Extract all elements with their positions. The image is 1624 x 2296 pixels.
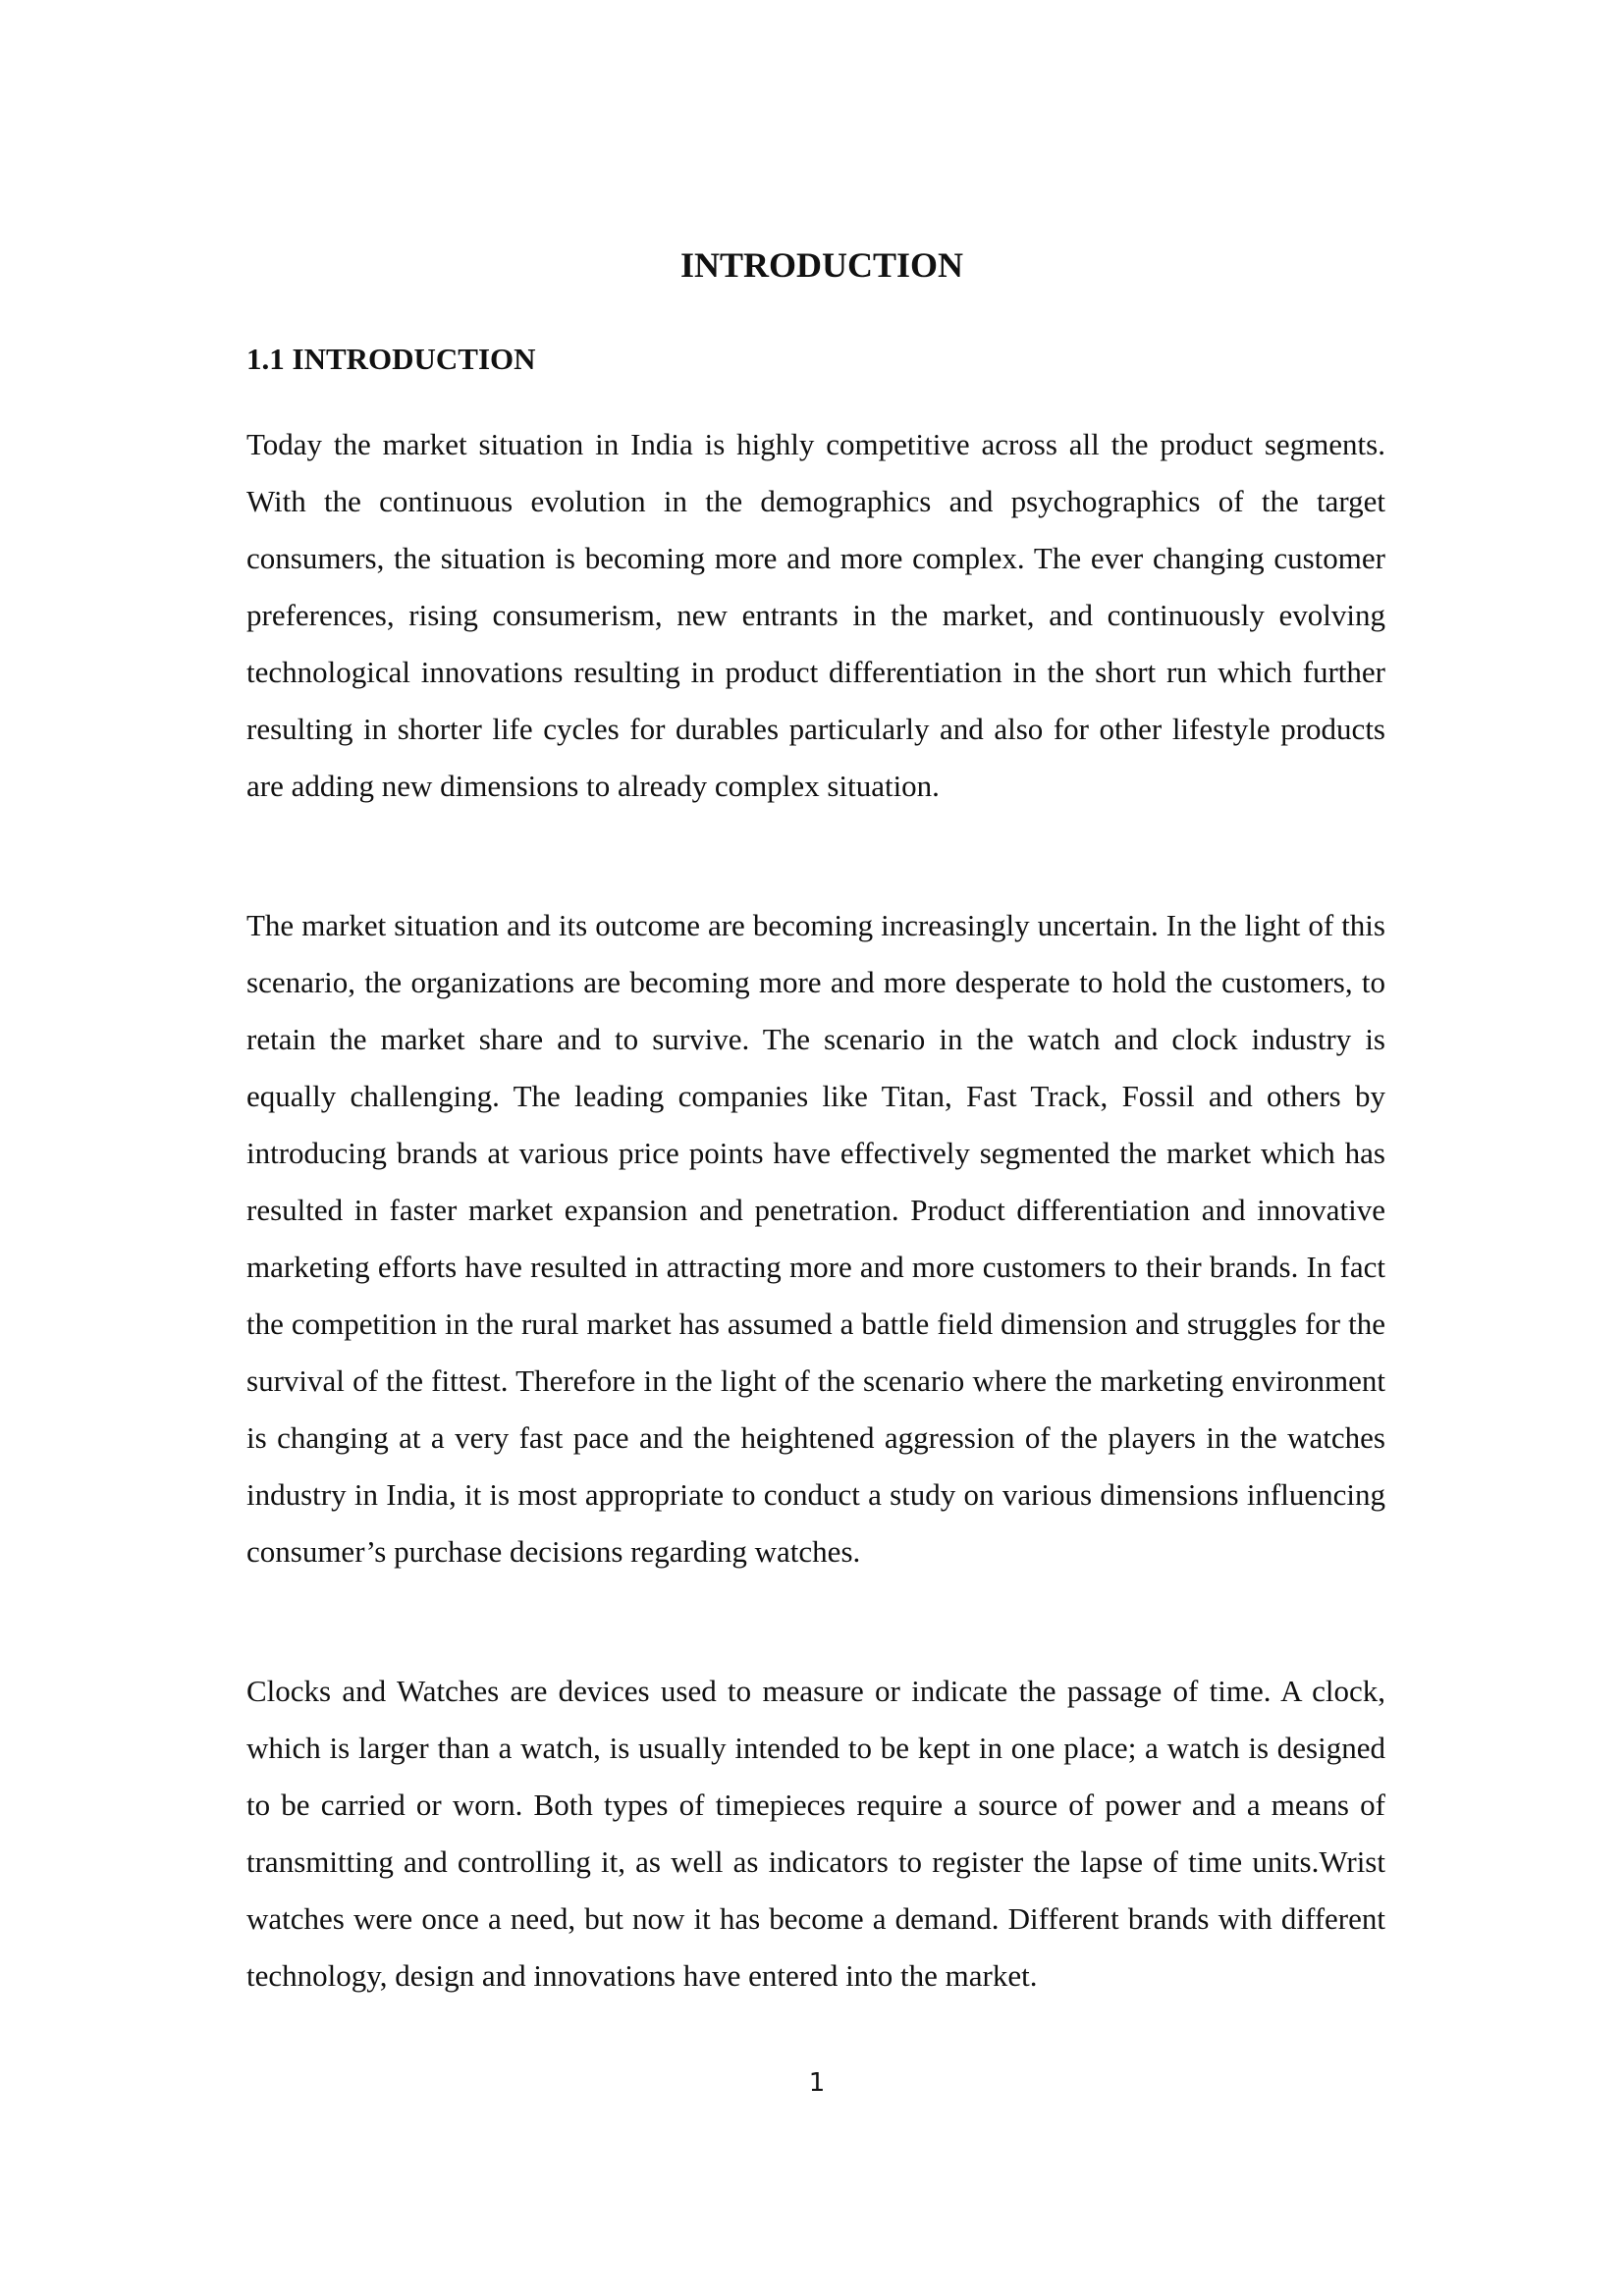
section-heading: 1.1 INTRODUCTION	[246, 342, 536, 376]
chapter-title: INTRODUCTION	[679, 245, 964, 285]
paragraph-market-situation: Today the market situation in India is highly competitive across all the product segments. With the continuous evolution in the demographics and psychographics of the target consumers, the situation is becoming more and more complex. The ever changing customer preferences, rising consumerism, new entrants in the market, and continuously evolving technological innovations resulting in product differentiation in the short run which further resulting in shorter life cycles for durables particularly and also for other lifestyle products are adding new dimensions to already complex situation.	[246, 427, 1385, 803]
paragraph-clocks-watches: Clocks and Watches are devices used to measure or indicate the passage of time. A clock, which is larger than a watch, is usually intended to be kept in one place; a watch is designed to be carried or worn. Both types of timepieces require a source of power and a means of transmitting and controlling it, as well as indicators to register the lapse of time units.Wrist watches were once a need, but now it has become a demand. Different brands with different technology, design and innovations have entered into the market.	[246, 1674, 1385, 1993]
paragraph-watch-industry: The market situation and its outcome are becoming increasingly uncertain. In the light of this scenario, the organizations are becoming more and more desperate to hold the customers, to retain the market share and to survive. The scenario in the watch and clock industry is equally challenging. The leading companies like Titan, Fast Track, Fossil and others by introducing brands at various price points have effectively segmented the market which has resulted in faster market expansion and penetration. Product differentiation and innovative marketing efforts have resulted in attracting more and more customers to their brands. In fact the competition in the rural market has assumed a battle field dimension and struggles for the survival of the fittest. Therefore in the light of the scenario where the marketing environment is changing at a very fast pace and the heightened aggression of the players in the watches industry in India, it is most appropriate to conduct a study on various dimensions influencing consumer’s purchase decisions regarding watches.	[246, 908, 1385, 1569]
page-number: 1	[808, 2068, 826, 2098]
